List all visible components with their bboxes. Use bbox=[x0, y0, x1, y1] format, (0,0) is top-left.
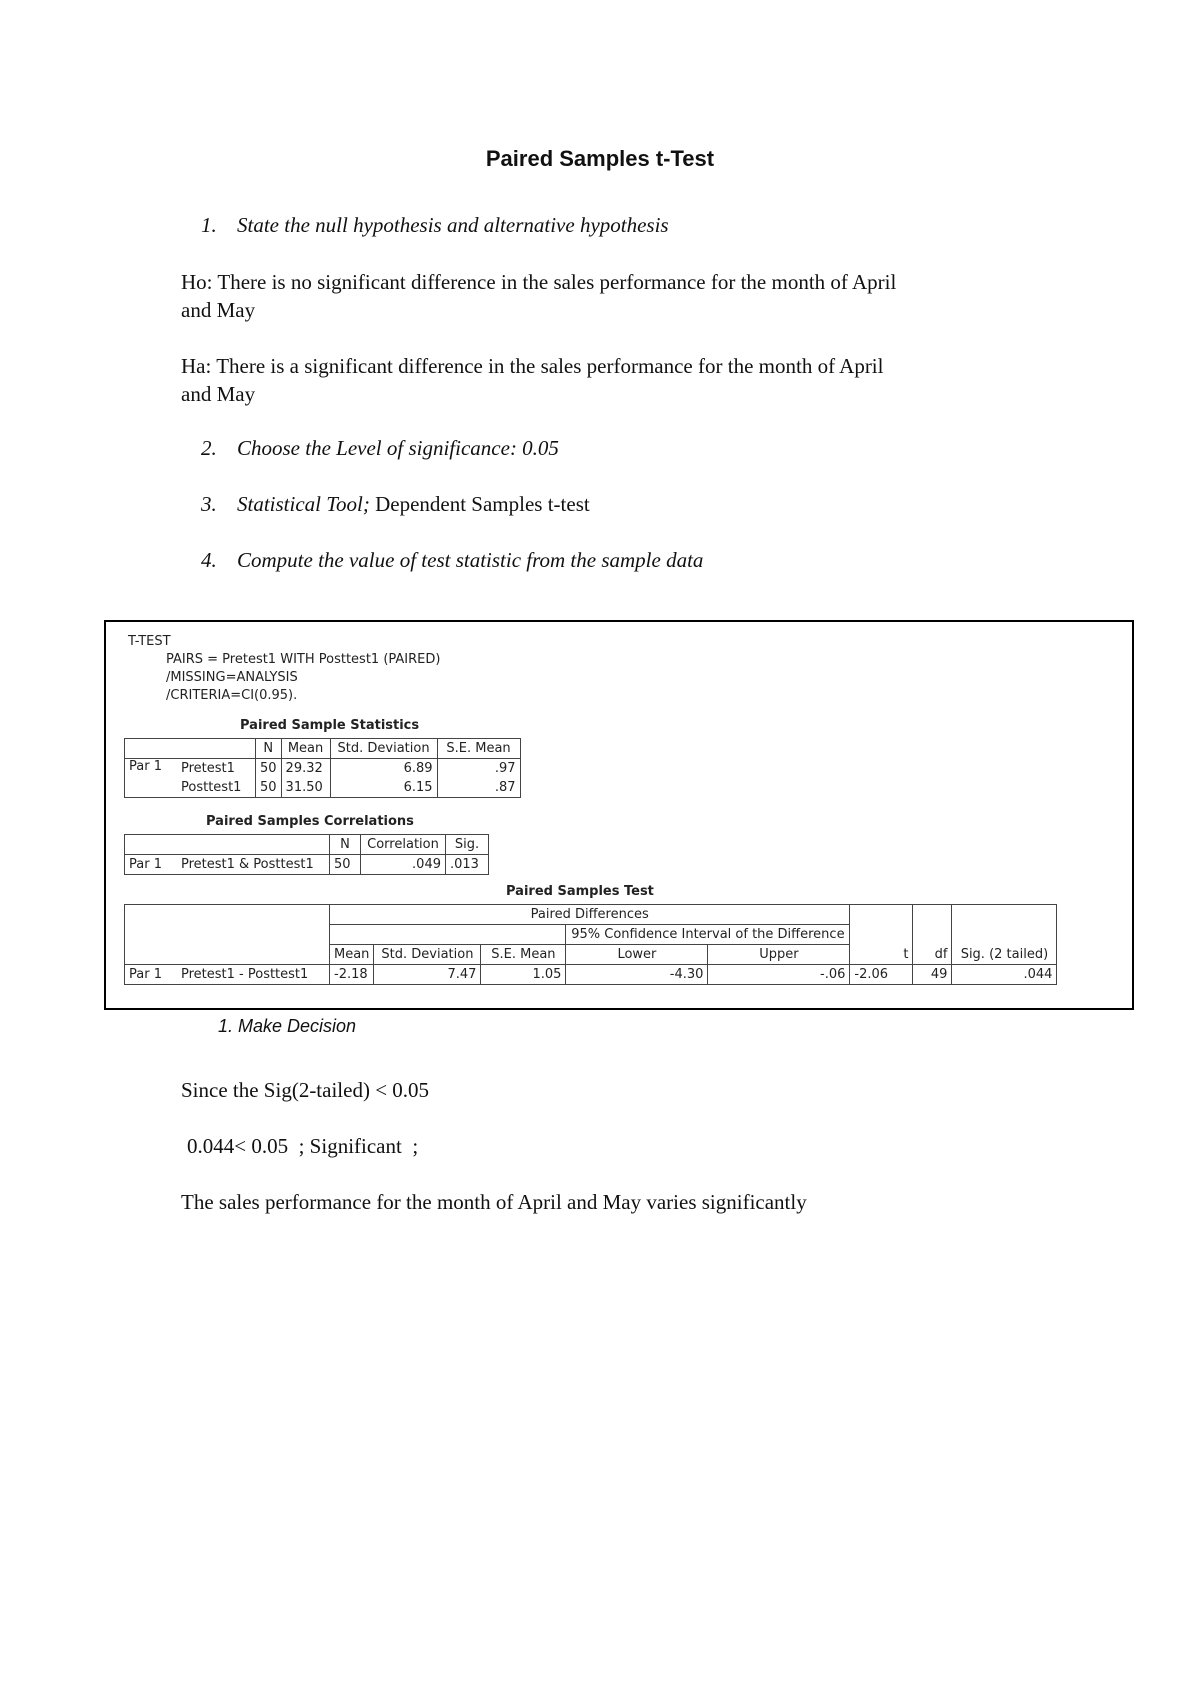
step-3 bbox=[201, 492, 590, 517]
ho-line-1: Ho: There is no significant difference in the sales performance for the month of April bbox=[181, 270, 897, 294]
cell-se: .87 bbox=[437, 778, 520, 798]
pair-label: Par 1 bbox=[125, 855, 178, 875]
column-header: N bbox=[330, 835, 361, 855]
step-number: 3. bbox=[201, 492, 217, 516]
column-header: Mean bbox=[281, 739, 330, 759]
step-4 bbox=[201, 548, 703, 573]
conclusion-line-1: Since the Sig(2-tailed) < 0.05 bbox=[181, 1078, 430, 1102]
test-table-title: Paired Samples Test bbox=[506, 884, 654, 899]
cell-mean: 31.50 bbox=[281, 778, 330, 798]
step-text: State the null hypothesis and alternative hypothesis bbox=[237, 213, 669, 237]
column-header: Lower bbox=[566, 945, 708, 965]
cell-lower: -4.30 bbox=[566, 965, 708, 985]
column-header: Correlation bbox=[361, 835, 446, 855]
cell-mean: 29.32 bbox=[281, 759, 330, 779]
cell-n: 50 bbox=[256, 778, 282, 798]
table-row bbox=[125, 855, 489, 875]
cell-upper: -.06 bbox=[708, 965, 850, 985]
cell-t: -2.06 bbox=[850, 965, 913, 985]
corr-table-title: Paired Samples Correlations bbox=[206, 814, 414, 829]
cell-mean: -2.18 bbox=[330, 965, 374, 985]
column-header: df bbox=[913, 945, 952, 965]
conclusion-line-2: 0.044< 0.05 ; Significant ; bbox=[187, 1134, 419, 1158]
column-header: Std. Deviation bbox=[374, 945, 481, 965]
page-title: Paired Samples t-Test bbox=[485, 146, 715, 171]
cell-df: 49 bbox=[913, 965, 952, 985]
table-row bbox=[125, 778, 521, 798]
pair-label: Par 1 bbox=[125, 965, 178, 985]
variable-name: Pretest1 bbox=[177, 759, 256, 779]
pair-label: Par 1 bbox=[125, 759, 178, 798]
alternative-hypothesis bbox=[181, 352, 1041, 408]
step-text: Choose the Level of significance: 0.05 bbox=[237, 436, 559, 460]
cell-sd: 6.89 bbox=[330, 759, 437, 779]
ha-line-1: Ha: There is a significant difference in the sales performance for the month of April bbox=[181, 354, 884, 378]
variable-name: Posttest1 bbox=[177, 778, 256, 798]
step-text-italic: Statistical Tool; bbox=[237, 492, 370, 516]
stats-table-title: Paired Sample Statistics bbox=[240, 718, 420, 733]
table-header-row bbox=[125, 739, 521, 759]
cell-se: .97 bbox=[437, 759, 520, 779]
step-text: Compute the value of test statistic from the sample data bbox=[237, 548, 704, 572]
group-header: Paired Differences bbox=[330, 905, 850, 925]
step-number: 1. bbox=[201, 213, 217, 237]
column-header: t bbox=[850, 945, 913, 965]
step-text-plain: Dependent Samples t-test bbox=[369, 492, 590, 516]
column-header: Sig. bbox=[446, 835, 489, 855]
cell-sd: 6.15 bbox=[330, 778, 437, 798]
table-row bbox=[125, 965, 1057, 985]
column-header: Upper bbox=[708, 945, 850, 965]
paired-sample-statistics-table bbox=[124, 738, 521, 798]
cell-n: 50 bbox=[330, 855, 361, 875]
cell-sd: 7.47 bbox=[374, 965, 481, 985]
cell-sig: .013 bbox=[446, 855, 489, 875]
table-header-row bbox=[125, 835, 489, 855]
column-header: S.E. Mean bbox=[481, 945, 566, 965]
cell-sig: .044 bbox=[952, 965, 1057, 985]
column-header: Std. Deviation bbox=[330, 739, 437, 759]
syntax-line: /CRITERIA=CI(0.95). bbox=[166, 688, 298, 703]
paired-samples-correlations-table bbox=[124, 834, 489, 875]
null-hypothesis bbox=[181, 268, 1041, 324]
ci-header: 95% Confidence Interval of the Difference bbox=[566, 925, 850, 945]
conclusion-line-3: The sales performance for the month of April and May varies significantly bbox=[181, 1190, 807, 1214]
cell-correlation: .049 bbox=[361, 855, 446, 875]
table-row bbox=[125, 759, 521, 779]
step-number: 4. bbox=[201, 548, 217, 572]
paired-samples-test-table bbox=[124, 904, 1057, 985]
column-header: Sig. (2 tailed) bbox=[952, 945, 1057, 965]
make-decision-heading: 1. Make Decision bbox=[218, 1016, 357, 1036]
variable-name: Pretest1 & Posttest1 bbox=[177, 855, 330, 875]
ha-line-2: and May bbox=[181, 382, 256, 406]
syntax-line: PAIRS = Pretest1 WITH Posttest1 (PAIRED) bbox=[166, 652, 441, 667]
step-2 bbox=[201, 436, 559, 461]
step-number: 2. bbox=[201, 436, 217, 460]
cell-n: 50 bbox=[256, 759, 282, 779]
column-header: N bbox=[256, 739, 282, 759]
spss-output-screenshot bbox=[104, 620, 1134, 1010]
cell-se: 1.05 bbox=[481, 965, 566, 985]
ho-line-2: and May bbox=[181, 298, 256, 322]
step-1 bbox=[201, 213, 669, 238]
variable-name: Pretest1 - Posttest1 bbox=[177, 965, 330, 985]
column-header: Mean bbox=[330, 945, 374, 965]
syntax-line: /MISSING=ANALYSIS bbox=[166, 670, 298, 685]
column-header: S.E. Mean bbox=[437, 739, 520, 759]
syntax-line: T-TEST bbox=[128, 634, 171, 649]
